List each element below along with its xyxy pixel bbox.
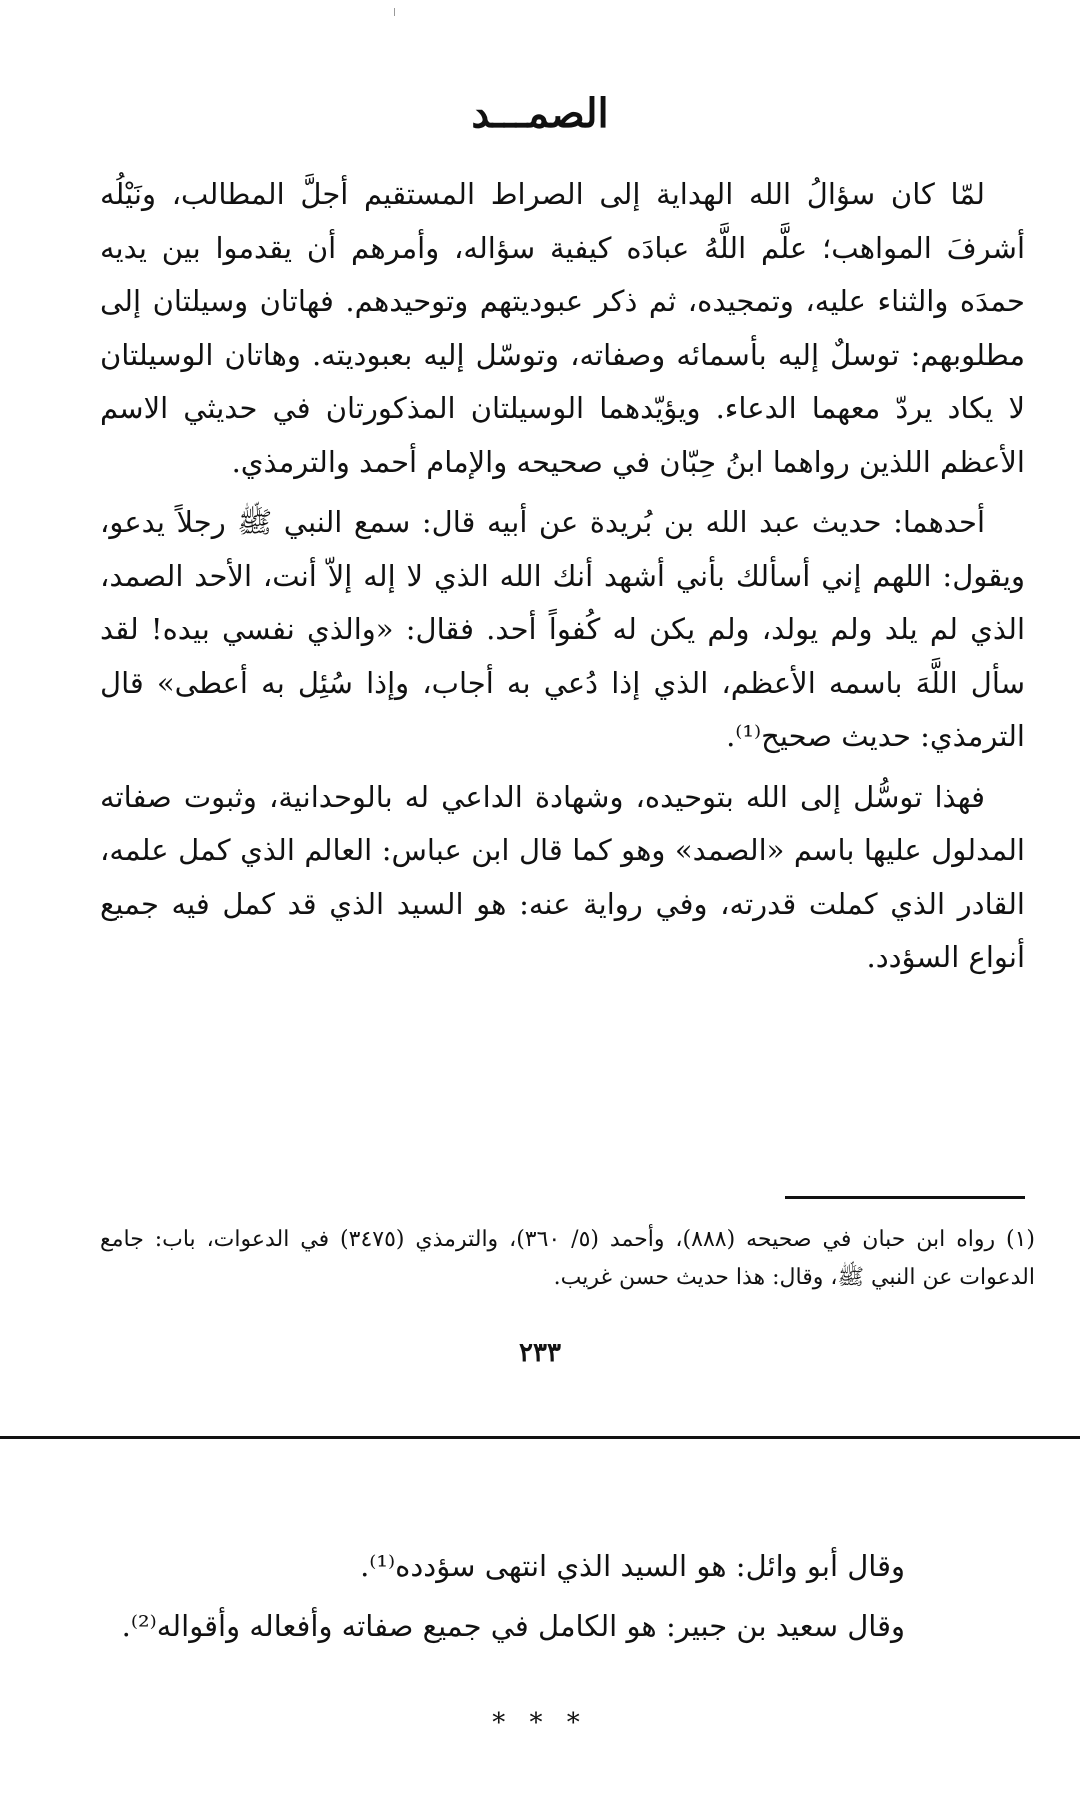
footnote-divider [785, 1196, 1025, 1199]
paragraph: وقال سعيد بن جبير: هو الكامل في جميع صفاته وأفعاله وأقواله⁽²⁾. [121, 1608, 905, 1643]
paragraph: أحدهما: حديث عبد الله بن بُريدة عن أبيه قال: سمع النبي ﷺ رجلاً يدعو، ويقول: اللهم إني أسألك بأني أشهد أنك الله الذي لا إله إلاّ أنت، الأحد الصمد، الذي لم يلد ولم يولد، ولم يكن له كُفواً أحد. فقال: «والذي نفسي بيده! لقد سأل اللَّهَ باسمه الأعظم، الذي إذا دُعي به أجاب، وإذا سُئِل به أعطى» قال الترمذي: حديث صحيح⁽¹⁾. [100, 505, 1025, 753]
second-text-block [40, 1540, 965, 1659]
page-divider [0, 1436, 1080, 1439]
footnote: (١) رواه ابن حبان في صحيحه (٨٨٨)، وأحمد (٥/ ٣٦٠)، والترمذي (٣٤٧٥) في الدعوات، باب: جامع الدعوات عن النبي ﷺ، وقال: هذا حديث حسن غريب. [100, 1227, 1036, 1290]
scan-mark [394, 8, 395, 16]
main-text-block [100, 168, 1025, 992]
page-lower [0, 1440, 1080, 1801]
paragraph: لمّا كان سؤالُ الله الهداية إلى الصراط المستقيم أجلَّ المطالب، ونَيْلُه أشرفَ المواهب؛ علَّم اللَّهُ عبادَه كيفية سؤاله، وأمرهم أن يقدموا بين يديه حمدَه والثناء عليه، وتمجيده، ثم ذكر عبوديتهم وتوحيدهم. فهاتان وسيلتان إلى مطلوبهم: توسلٌ إليه بأسمائه وصفاته، وتوسّل إليه بعبوديته. وهاتان الوسيلتان لا يكاد يردّ معهما الدعاء. ويؤيّدهما الوسيلتان المذكورتان في حديثي الاسم الأعظم اللذين رواهما ابنُ حِبّان في صحيحه والإمام أحمد والترمذي. [100, 177, 1025, 479]
page-title: الصمـــد [471, 90, 609, 137]
paragraph: فهذا توسُّل إلى الله بتوحيده، وشهادة الداعي له بالوحدانية، وثبوت صفاته المدلول عليها باسم «الصمد» وهو كما قال ابن عباس: العالم الذي كمل علمه، القادر الذي كملت قدرته، وفي رواية عنه: هو السيد الذي قد كمل فيه جميع أنواع السؤدد. [100, 779, 1025, 974]
paragraph: وقال أبو وائل: هو السيد الذي انتهى سؤدده⁽¹⁾. [360, 1549, 905, 1583]
page-number: ٢٣٣ [519, 1338, 561, 1368]
section-separator: * * * [492, 1708, 588, 1738]
